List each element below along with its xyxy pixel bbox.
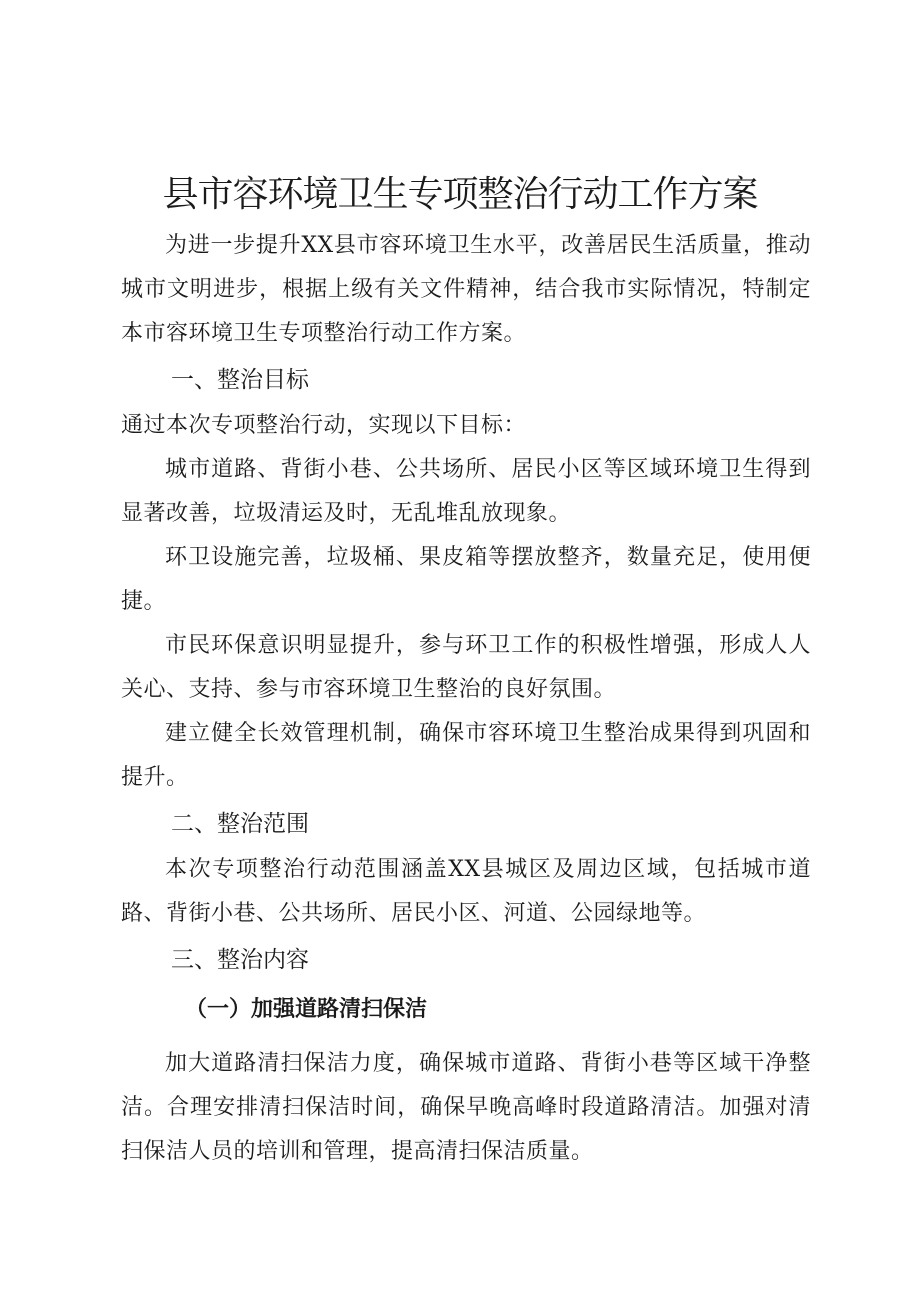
road-cleaning-paragraph: 加大道路清扫保洁力度，确保城市道路、背街小巷等区域干净整洁。合理安排清扫保洁时间，确保早晚高峰时段道路清洁。加强对清扫保洁人员的培训和管理，提高清扫保洁质量。 bbox=[121, 1051, 811, 1164]
goal-paragraph-1: 城市道路、背街小巷、公共场所、居民小区等区域环境卫生得到显著改善，垃圾清运及时，无乱堆乱放现象。 bbox=[121, 457, 811, 526]
goal-paragraph-2: 环卫设施完善，垃圾桶、果皮箱等摆放整齐，数量充足，使用便捷。 bbox=[121, 545, 811, 614]
document-body bbox=[121, 224, 811, 1174]
subsection-heading-road-cleaning: （一）加强道路清扫保洁 bbox=[185, 996, 428, 1022]
goals-lead-paragraph: 通过本次专项整治行动，实现以下目标： bbox=[121, 413, 527, 438]
goal-paragraph-3: 市民环保意识明显提升，参与环卫工作的积极性增强，形成人人关心、支持、参与市容环境卫生整治的良好氛围。 bbox=[121, 633, 811, 702]
section-heading-scope: 二、整治范围 bbox=[171, 811, 309, 837]
scope-paragraph: 本次专项整治行动范围涵盖XX县城区及周边区域，包括城市道路、背街小巷、公共场所、居民小区、河道、公园绿地等。 bbox=[121, 857, 811, 926]
document-title: 县市容环境卫生专项整治行动工作方案 bbox=[162, 174, 758, 215]
goal-paragraph-4: 建立健全长效管理机制，确保市容环境卫生整治成果得到巩固和提升。 bbox=[121, 721, 811, 790]
intro-paragraph: 为进一步提升XX县市容环境卫生水平，改善居民生活质量，推动城市文明进步，根据上级有关文件精神，结合我市实际情况，特制定本市容环境卫生专项整治行动工作方案。 bbox=[121, 233, 811, 346]
section-heading-content: 三、整治内容 bbox=[171, 947, 309, 973]
section-heading-goals: 一、整治目标 bbox=[171, 367, 309, 393]
